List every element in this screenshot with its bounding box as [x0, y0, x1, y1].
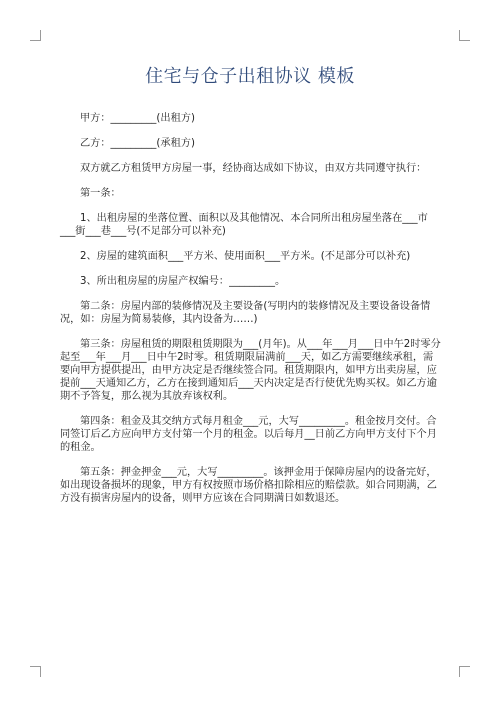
page-corner-mark-top-right	[459, 30, 470, 41]
party-a-line: 甲方：_________(出租方)	[80, 113, 195, 124]
article-2: 第二条：房屋内部的装修情况及主要设备(写明内的装修情况及主要设备设备情况，如：房屋为简易装修，其内设备为……)	[60, 301, 431, 325]
article-1-item-2: 2、房屋的建筑面积___平方米、使用面积___平方米。(不足部分可以补充)	[80, 251, 411, 262]
page-corner-mark-bottom-right	[459, 666, 470, 677]
article-5: 第五条：押金押金___元，大写_________。该押金用于保障房屋内的设备完好，如出现设备损坏的现象，甲方有权按照市场价格扣除相应的赔偿款。如合同期满，乙方没有损害房屋内的设备，则甲方应该在合同期满日如数退还。	[60, 467, 437, 504]
article-1-item-1: 1、出租房屋的坐落位置、面积以及其他情况、本合同所出租房屋坐落在___市___街___巷___号(不足部分可以补充)	[60, 213, 428, 237]
article-1-heading: 第一条：	[80, 188, 121, 199]
document-body	[60, 112, 442, 517]
article-4: 第四条：租金及其交纳方式每月租金___元，大写_________。租金按月交付。合同签订后乙方应向甲方支付第一个月的租金。以后每月__日前乙方向甲方支付下个月的租金。	[60, 416, 437, 453]
article-3: 第三条：房屋租赁的期限租赁期限为___(月年)。从___年___月___日中午2时零分起至___年___月___日中午2时零。租赁期限届满前___天，如乙方需要继续承租，需要向甲方提供提出，由甲方决定是否继续签合同。租赁期限内，如甲方出卖房屋，应提前___天通知乙方，乙方在接到通知后___天内决定是否行使优先购买权。如乙方逾期不予答复，那么视为其放弃该权利。	[60, 339, 441, 402]
document-title: 住宅与仓子出租协议 模板	[145, 66, 355, 87]
agreement-intro: 双方就乙方租赁甲方房屋一事，经协商达成如下协议，由双方共同遵守执行：	[80, 163, 427, 174]
page-corner-mark-bottom-left	[30, 666, 41, 677]
party-b-line: 乙方：_________(承租方)	[80, 138, 195, 149]
page-corner-mark-top-left	[30, 30, 41, 41]
article-1-item-3: 3、所出租房屋的房屋产权编号：_________。	[80, 276, 286, 287]
